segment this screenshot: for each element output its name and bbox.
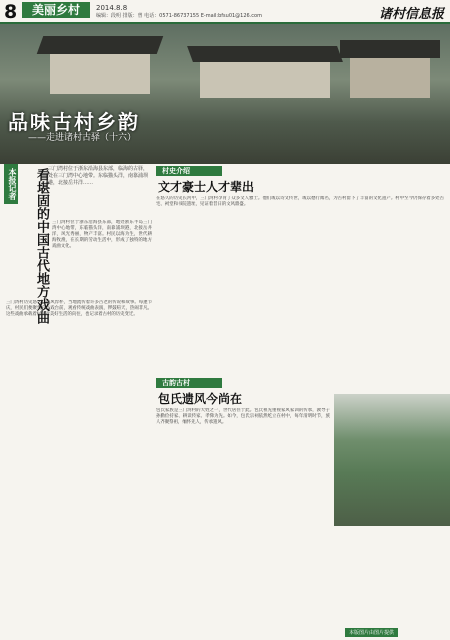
story1-tag: 本报记者 bbox=[4, 164, 18, 204]
feature-photo bbox=[0, 24, 450, 164]
story1-headline: 看堪固的中国古代地方戏曲 bbox=[34, 168, 49, 324]
story2-section-label: 村史介绍 bbox=[156, 166, 222, 176]
issue-date: 2014.8.8 bbox=[96, 4, 128, 12]
story3-title: 包氏遗风今尚在 bbox=[158, 392, 243, 406]
section-name: 美丽乡村 bbox=[22, 2, 90, 18]
page-header bbox=[0, 0, 450, 24]
newspaper-brand: 诸村信息报 bbox=[378, 7, 444, 22]
page-number: 8 bbox=[4, 1, 18, 23]
story1-body-a: 三门湾村位于浙东沿海县东部，地处浙东半岛三门湾中心地带，东临猫头洋，南靠浦坝港，北接岳井洋，风光秀丽，物产丰富。村民以海为生，世代耕海牧渔，在长期的劳动生活中，形成了独特的地方戏曲文化。 bbox=[52, 220, 152, 249]
story1-body-b: 三门湾村历史悠久，民风淳朴，当地流传着许多古老的传说和故事。每逢节庆，村民们便聚集在古戏台前，观看传统戏曲表演，锣鼓喧天，热闹非凡。这些戏曲承载着村民对美好生活的向往，也记录着古村的历史变迁。 bbox=[6, 300, 152, 317]
feature-title: 品味古村乡韵 bbox=[8, 110, 140, 134]
feature-intro: 三门湾村位于浙东沿海县东部，临海的古驿，处在三门湾中心地带。东临猫头洋，南靠浦坝港，北接岳井洋…… bbox=[48, 166, 149, 186]
editor-info: 编辑：段明 排版：曾 电话：0571-86737155 E-mail:bfsu01@126.com bbox=[96, 13, 262, 19]
photo-credit: 本版图片由图片提供 bbox=[345, 628, 398, 637]
feature-subtitle: ——走进诸村古驿（十六） bbox=[28, 133, 137, 143]
story2-body: 在悠久的历史长河中，三门湾村孕育了众多文人雅士。他们或以诗文传世，或以德行闻名，为古村留下了丰富的文化遗产。村中至今仍保存着多处古宅、祠堂和书院遗址，见证着昔日的文风鼎盛。 bbox=[156, 196, 444, 207]
village-photo bbox=[334, 394, 450, 526]
story3-body: 包氏家族是三门湾村的大姓之一，世代居住于此。包氏祖先重视家风家训的传承，教导子孙勤俭持家、耕读传家、孝悌为先。如今，包氏宗祠依然屹立在村中，每年清明时节，族人齐聚祭祖，缅怀先人，传承遗风。 bbox=[156, 408, 330, 425]
story2-title: 文才豪士人才辈出 bbox=[158, 180, 255, 194]
story3-section-label: 古韵古村 bbox=[156, 378, 222, 388]
